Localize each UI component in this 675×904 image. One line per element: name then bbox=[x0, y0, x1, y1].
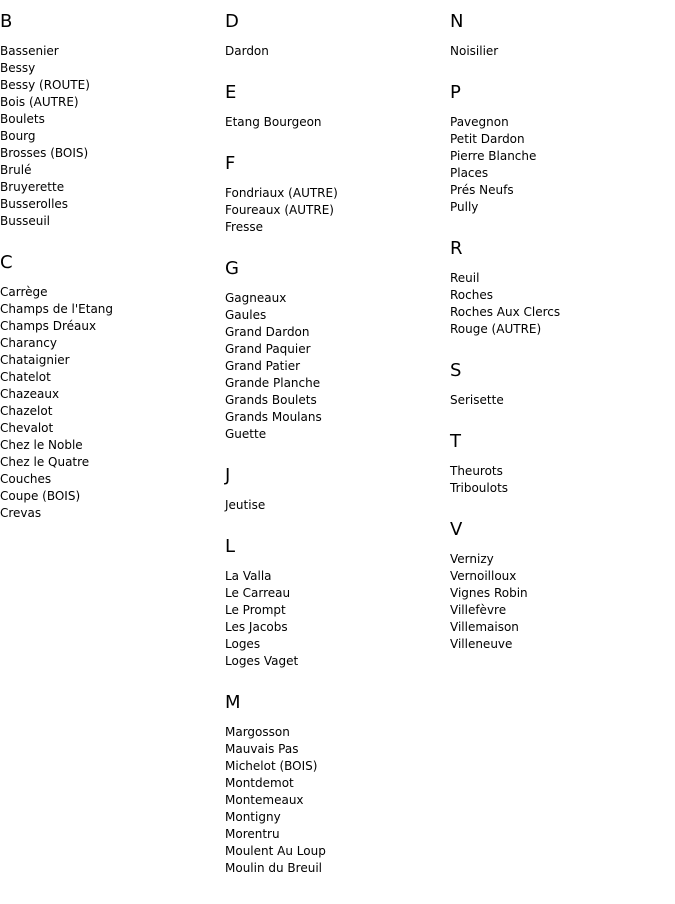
place-list bbox=[450, 270, 670, 338]
letter-heading: D bbox=[225, 11, 239, 32]
section-spacer bbox=[450, 497, 670, 520]
place-list-item[interactable]: Crevas bbox=[0, 506, 42, 520]
place-list-item[interactable]: Etang Bourgeon bbox=[225, 115, 322, 129]
place-list-item[interactable]: Roches bbox=[450, 288, 493, 302]
place-list-item[interactable]: Chevalot bbox=[0, 421, 54, 435]
place-list-item[interactable]: Chazeaux bbox=[0, 387, 60, 401]
place-list-item[interactable]: Serisette bbox=[450, 393, 504, 407]
place-list-item[interactable]: Vignes Robin bbox=[450, 586, 528, 600]
letter-section-c bbox=[0, 253, 220, 522]
place-list-item[interactable]: Chez le Noble bbox=[0, 438, 83, 452]
place-list-item[interactable]: Loges Vaget bbox=[225, 654, 299, 668]
place-list-item[interactable]: Roches Aux Clercs bbox=[450, 305, 561, 319]
place-list-item[interactable]: Bessy bbox=[0, 61, 36, 75]
letter-heading: V bbox=[450, 519, 463, 540]
section-spacer bbox=[450, 338, 670, 361]
place-list-item[interactable]: Montdemot bbox=[225, 776, 294, 790]
place-list bbox=[225, 724, 445, 877]
place-list-item[interactable]: Chez le Quatre bbox=[0, 455, 90, 469]
letter-section-v bbox=[450, 520, 670, 653]
letter-section-n bbox=[450, 12, 670, 60]
place-list-item[interactable]: Villefèvre bbox=[450, 603, 507, 617]
place-list-item[interactable]: Les Jacobs bbox=[225, 620, 288, 634]
section-spacer bbox=[450, 216, 670, 239]
place-list-item[interactable]: Noisilier bbox=[450, 44, 499, 58]
letter-section-f bbox=[225, 154, 445, 236]
place-list bbox=[450, 551, 670, 653]
section-spacer bbox=[0, 230, 220, 253]
place-list-item[interactable]: Villeneuve bbox=[450, 637, 513, 651]
place-list-item[interactable]: Boulets bbox=[0, 112, 45, 126]
place-list-item[interactable]: Loges bbox=[225, 637, 261, 651]
place-list bbox=[225, 290, 445, 443]
place-list-item[interactable]: Champs de l'Etang bbox=[0, 302, 114, 316]
place-list bbox=[0, 284, 220, 522]
place-list-item[interactable]: Vernizy bbox=[450, 552, 494, 566]
place-list-item[interactable]: Gagneaux bbox=[225, 291, 287, 305]
place-list-item[interactable]: Grand Patier bbox=[225, 359, 301, 373]
place-list-item[interactable]: Villemaison bbox=[450, 620, 519, 634]
letter-section-e bbox=[225, 83, 445, 131]
place-list-item[interactable]: Grand Paquier bbox=[225, 342, 311, 356]
place-list-item[interactable]: Bruyerette bbox=[0, 180, 65, 194]
place-list bbox=[225, 185, 445, 236]
place-list-item[interactable]: Bois (AUTRE) bbox=[0, 95, 79, 109]
place-list-item[interactable]: Brulé bbox=[0, 163, 32, 177]
letter-section-p bbox=[450, 83, 670, 216]
place-list-item[interactable]: Rouge (AUTRE) bbox=[450, 322, 542, 336]
place-list bbox=[225, 568, 445, 670]
letter-heading: G bbox=[225, 258, 239, 279]
place-list-item[interactable]: Moulent Au Loup bbox=[225, 844, 326, 858]
place-list bbox=[225, 497, 445, 514]
place-list-item[interactable]: Le Prompt bbox=[225, 603, 286, 617]
place-list bbox=[450, 392, 670, 409]
index-column-1 bbox=[0, 12, 220, 522]
index-column-2 bbox=[225, 12, 445, 877]
place-list-item[interactable]: Morentru bbox=[225, 827, 280, 841]
letter-section-t bbox=[450, 432, 670, 497]
section-spacer bbox=[225, 236, 445, 259]
place-list bbox=[225, 114, 445, 131]
letter-heading: F bbox=[225, 153, 236, 174]
place-list-item[interactable]: Guette bbox=[225, 427, 267, 441]
place-list-item[interactable]: Prés Neufs bbox=[450, 183, 514, 197]
section-spacer bbox=[225, 670, 445, 693]
place-list-item[interactable]: Champs Dréaux bbox=[0, 319, 97, 333]
letter-heading: R bbox=[450, 238, 463, 259]
place-list-item[interactable]: Busseuil bbox=[0, 214, 50, 228]
place-list-item[interactable]: Carrège bbox=[0, 285, 48, 299]
place-list-item[interactable]: Grands Moulans bbox=[225, 410, 322, 424]
place-list-item[interactable]: Pierre Blanche bbox=[450, 149, 537, 163]
place-list-item[interactable]: Pavegnon bbox=[450, 115, 509, 129]
place-list-item[interactable]: Mauvais Pas bbox=[225, 742, 299, 756]
place-list-item[interactable]: Coupe (BOIS) bbox=[0, 489, 81, 503]
place-list-item[interactable]: Fondriaux (AUTRE) bbox=[225, 186, 338, 200]
place-list-item[interactable]: Charancy bbox=[0, 336, 57, 350]
place-list-item[interactable]: Pully bbox=[450, 200, 479, 214]
place-list-item[interactable]: Vernoilloux bbox=[450, 569, 517, 583]
place-list-item[interactable]: Bourg bbox=[0, 129, 36, 143]
place-list-item[interactable]: Moulin du Breuil bbox=[225, 861, 322, 875]
letter-section-r bbox=[450, 239, 670, 338]
place-list-item[interactable]: Grands Boulets bbox=[225, 393, 317, 407]
place-list-item[interactable]: Reuil bbox=[450, 271, 480, 285]
place-list-item[interactable]: Grand Dardon bbox=[225, 325, 310, 339]
letter-heading: E bbox=[225, 82, 237, 103]
letter-heading: S bbox=[450, 360, 462, 381]
place-list-item[interactable]: Michelot (BOIS) bbox=[225, 759, 318, 773]
place-list-item[interactable]: Chazelot bbox=[0, 404, 53, 418]
letter-heading: P bbox=[450, 82, 461, 103]
letter-section-g bbox=[225, 259, 445, 443]
section-spacer bbox=[225, 131, 445, 154]
place-list-item[interactable]: Chataignier bbox=[0, 353, 70, 367]
place-list-item[interactable]: Chatelot bbox=[0, 370, 51, 384]
place-list-item[interactable]: Theurots bbox=[450, 464, 503, 478]
place-list bbox=[450, 43, 670, 60]
letter-section-d bbox=[225, 12, 445, 60]
section-spacer bbox=[225, 514, 445, 537]
place-list-item[interactable]: Margosson bbox=[225, 725, 290, 739]
place-list-item[interactable]: Brosses (BOIS) bbox=[0, 146, 89, 160]
place-list-item[interactable]: Gaules bbox=[225, 308, 267, 322]
section-spacer bbox=[225, 443, 445, 466]
letter-heading: B bbox=[0, 11, 13, 32]
place-list-item[interactable]: Busserolles bbox=[0, 197, 69, 211]
place-list-item[interactable]: La Valla bbox=[225, 569, 272, 583]
place-list-item[interactable]: Bassenier bbox=[0, 44, 59, 58]
place-list-item[interactable]: Foureaux (AUTRE) bbox=[225, 203, 334, 217]
letter-section-j bbox=[225, 466, 445, 514]
place-list-item[interactable]: Places bbox=[450, 166, 489, 180]
letter-section-s bbox=[450, 361, 670, 409]
place-list-item[interactable]: Montemeaux bbox=[225, 793, 304, 807]
place-list-item[interactable]: Jeutise bbox=[225, 498, 266, 512]
letter-section-l bbox=[225, 537, 445, 670]
letter-section-b bbox=[0, 12, 220, 230]
section-spacer bbox=[225, 60, 445, 83]
place-list bbox=[0, 43, 220, 230]
place-list bbox=[450, 114, 670, 216]
place-list-item[interactable]: Montigny bbox=[225, 810, 281, 824]
place-list bbox=[450, 463, 670, 497]
place-list-item[interactable]: Fresse bbox=[225, 220, 263, 234]
section-spacer bbox=[450, 60, 670, 83]
letter-heading: T bbox=[450, 431, 461, 452]
letter-heading: J bbox=[225, 465, 231, 486]
letter-heading: M bbox=[225, 692, 241, 713]
letter-heading: L bbox=[225, 536, 236, 557]
place-list-item[interactable]: Grande Planche bbox=[225, 376, 321, 390]
place-list-item[interactable]: Le Carreau bbox=[225, 586, 291, 600]
letter-heading: C bbox=[0, 252, 13, 273]
place-list-item[interactable]: Petit Dardon bbox=[450, 132, 525, 146]
section-spacer bbox=[450, 409, 670, 432]
index-column-3 bbox=[450, 12, 670, 653]
place-list-item[interactable]: Dardon bbox=[225, 44, 269, 58]
place-list-item[interactable]: Couches bbox=[0, 472, 52, 486]
letter-section-m bbox=[225, 693, 445, 877]
place-list bbox=[225, 43, 445, 60]
letter-heading: N bbox=[450, 11, 464, 32]
place-list-item[interactable]: Bessy (ROUTE) bbox=[0, 78, 90, 92]
place-list-item[interactable]: Triboulots bbox=[450, 481, 509, 495]
